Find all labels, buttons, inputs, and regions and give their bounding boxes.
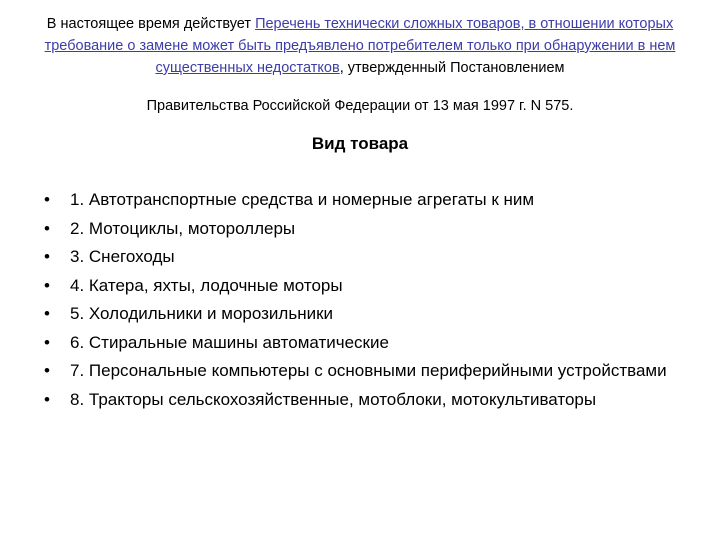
list-item-text: 4. Катера, яхты, лодочные моторы <box>70 275 343 295</box>
intro-suffix: , утвержденный Постановлением <box>339 60 565 76</box>
list-item <box>44 331 674 355</box>
list-item-text: 2. Мотоциклы, мотороллеры <box>70 218 296 238</box>
goods-list <box>44 188 674 416</box>
list-item-text: 7. Персональные компьютеры с основными периферийными устройствами <box>70 361 667 380</box>
bullet-icon: • <box>44 190 50 209</box>
list-item-text: 6. Стиральные машины автоматические <box>70 332 389 352</box>
intro-prefix: В настоящее время действует <box>46 16 256 32</box>
list-item-text: 3. Снегоходы <box>70 247 175 266</box>
list-item <box>44 388 674 412</box>
bullet-icon: • <box>44 361 50 380</box>
bullet-icon: • <box>44 275 50 295</box>
list-item <box>44 274 674 298</box>
list-item <box>44 359 674 383</box>
intro-paragraph <box>30 13 690 79</box>
intro-resolution-line: Правительства Российской Федерации от 13 мая 1997 г. N 575. <box>146 98 574 114</box>
list-item-text: 5. Холодильники и морозильники <box>70 304 334 323</box>
list-item <box>44 302 674 326</box>
list-item-text: 1. Автотранспортные средства и номерные агрегаты к ним <box>70 190 535 209</box>
section-heading: Вид товара <box>311 134 409 153</box>
bullet-icon: • <box>44 247 50 266</box>
list-link[interactable]: Перечень технически сложных товаров, в отношении которых требование о замене может быть предъявлено потребителем только при обнаружении в нем существенных недостатков <box>44 16 676 76</box>
list-item-text: 8. Тракторы сельскохозяйственные, мотоблоки, мотокультиваторы <box>70 389 597 409</box>
bullet-icon: • <box>44 218 50 238</box>
bullet-icon: • <box>44 332 50 352</box>
bullet-icon: • <box>44 389 50 409</box>
list-item <box>44 245 674 269</box>
list-item <box>44 217 674 241</box>
list-item <box>44 188 674 212</box>
bullet-icon: • <box>44 304 50 323</box>
